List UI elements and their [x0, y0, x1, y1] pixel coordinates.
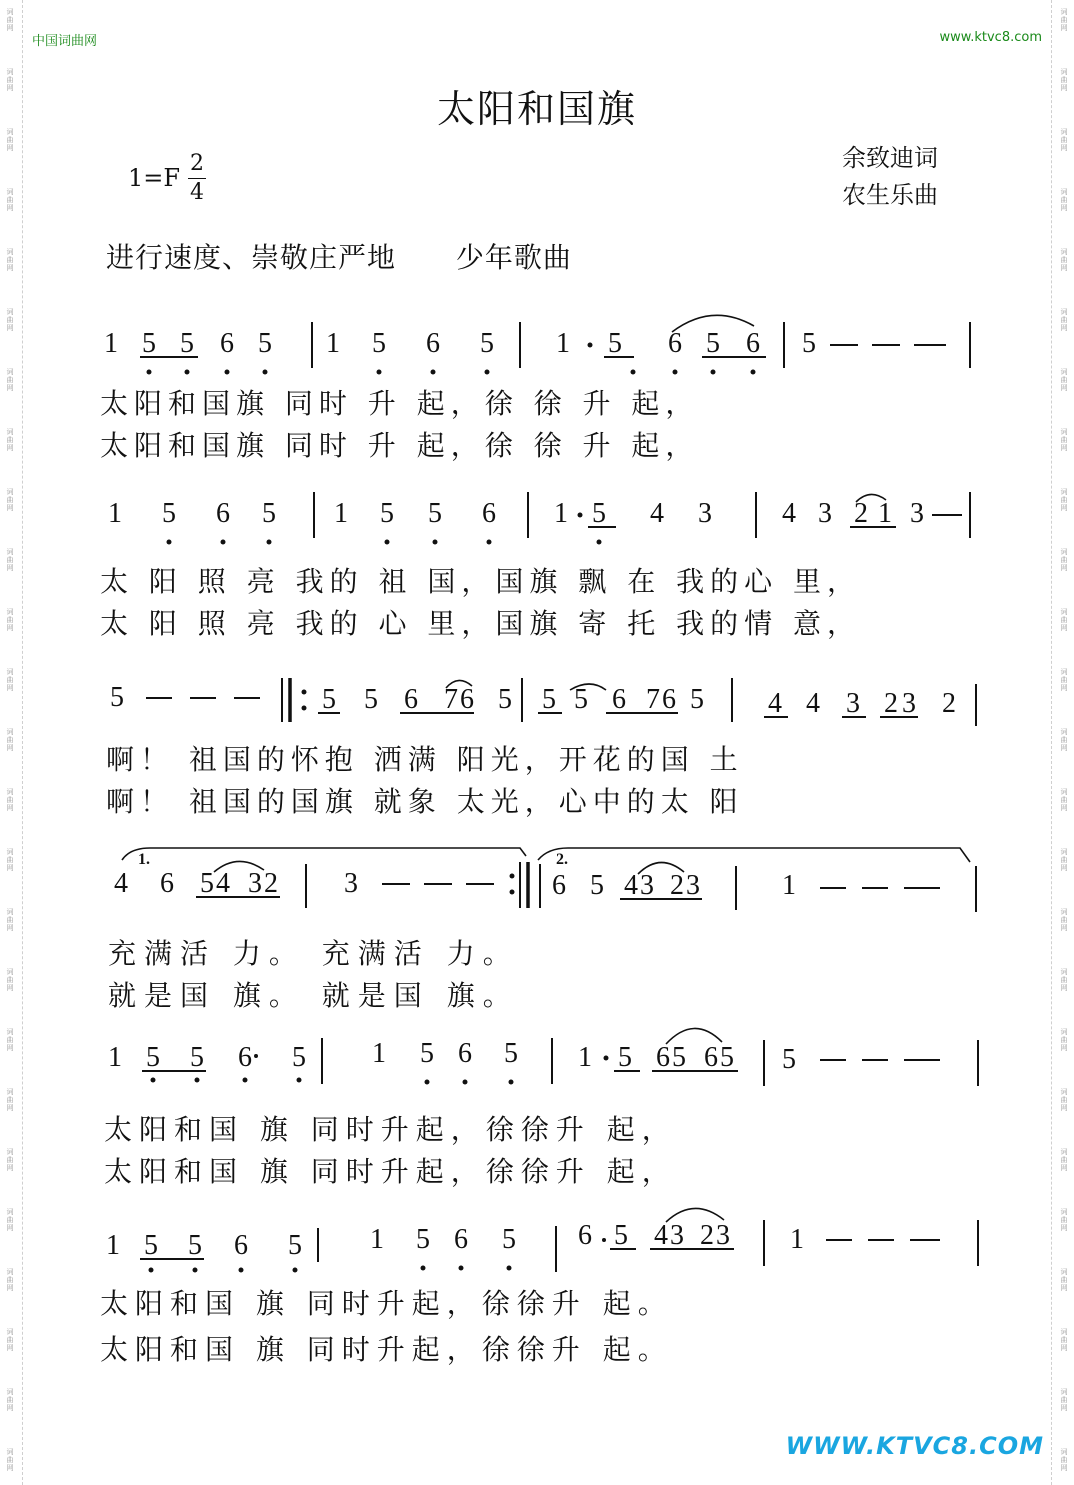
svg-text:4: 4: [806, 688, 820, 719]
svg-text:6: 6: [746, 328, 760, 359]
svg-text:5: 5: [618, 1042, 632, 1073]
svg-text:1: 1: [556, 328, 570, 359]
margin-mark: 词 曲 网: [6, 1088, 14, 1112]
lyric-line: 就是国 旗。 就是国 旗。: [108, 979, 519, 1012]
svg-text:1: 1: [334, 498, 348, 529]
margin-mark: 词 曲 网: [1060, 1268, 1068, 1292]
margin-mark: 词 曲 网: [1060, 848, 1068, 872]
svg-text:2: 2: [884, 688, 898, 719]
svg-text:5: 5: [364, 684, 378, 715]
svg-text:5: 5: [110, 682, 124, 713]
svg-text:5: 5: [420, 1038, 434, 1069]
svg-text:2: 2: [670, 870, 684, 901]
margin-mark: 词 曲 网: [1060, 788, 1068, 812]
svg-text:5: 5: [288, 1230, 302, 1261]
tempo-text: 进行速度、崇敬庄严地: [106, 241, 397, 274]
svg-text:6: 6: [454, 1224, 468, 1255]
svg-text:1: 1: [790, 1224, 804, 1255]
margin-mark: 词 曲 网: [1060, 1088, 1068, 1112]
lyric-line: 太阳和国旗 同时 升 起，徐 徐 升 起，: [100, 429, 700, 462]
svg-text:6: 6: [612, 684, 626, 715]
genre-text: 少年歌曲: [455, 241, 572, 274]
margin-mark: 词 曲 网: [6, 668, 14, 692]
system-2-notes: [108, 492, 970, 545]
svg-text:6: 6: [668, 328, 682, 359]
site-name-label: 中国词曲网: [32, 34, 98, 49]
margin-mark: 词 曲 网: [1060, 1388, 1068, 1412]
svg-text:6: 6: [160, 868, 174, 899]
site-watermark: WWW.KTVC8.COM: [785, 1432, 1044, 1460]
margin-mark: 词 曲 网: [6, 1448, 14, 1472]
margin-mark: 词 曲 网: [6, 848, 14, 872]
svg-text:1: 1: [108, 498, 122, 529]
margin-mark: 词 曲 网: [1060, 1328, 1068, 1352]
svg-text:3: 3: [910, 498, 924, 529]
margin-mark: 词 曲 网: [1060, 668, 1068, 692]
margin-mark: 词 曲 网: [1060, 128, 1068, 152]
svg-text:4: 4: [216, 868, 230, 899]
lyric-line: 太阳和国旗 同时 升 起，徐 徐 升 起，: [100, 387, 700, 420]
svg-text:2: 2: [700, 1220, 714, 1251]
svg-text:4: 4: [114, 868, 128, 899]
svg-text:6: 6: [238, 1042, 252, 1073]
lyric-line: 太阳和国 旗 同时升起，徐徐升 起。: [100, 1333, 673, 1366]
svg-text:3: 3: [248, 868, 262, 899]
svg-text:5: 5: [504, 1038, 518, 1069]
margin-mark: 词 曲 网: [6, 308, 14, 332]
lyric-line: 充满活 力。 充满活 力。: [108, 937, 519, 970]
lyric-line: 太阳和国 旗 同时升起，徐徐升 起，: [104, 1155, 677, 1188]
margin-mark: 词 曲 网: [1060, 188, 1068, 212]
margin-mark: 词 曲 网: [1060, 368, 1068, 392]
margin-mark: 词 曲 网: [6, 788, 14, 812]
svg-text:3: 3: [698, 498, 712, 529]
margin-mark: 词 曲 网: [1060, 1148, 1068, 1172]
svg-text:5: 5: [372, 328, 386, 359]
svg-text:1: 1: [878, 498, 892, 529]
svg-text:1: 1: [554, 498, 568, 529]
system-4-notes: [114, 848, 976, 912]
svg-text:5: 5: [190, 1042, 204, 1073]
margin-mark: 词 曲 网: [6, 368, 14, 392]
svg-text:5: 5: [542, 684, 556, 715]
margin-mark: 词 曲 网: [6, 1208, 14, 1232]
svg-text:1: 1: [104, 328, 118, 359]
svg-text:5: 5: [162, 498, 176, 529]
svg-text:5: 5: [292, 1042, 306, 1073]
svg-text:5: 5: [502, 1224, 516, 1255]
svg-text:3: 3: [670, 1220, 684, 1251]
svg-text:5: 5: [706, 328, 720, 359]
svg-text:3: 3: [846, 688, 860, 719]
svg-text:4: 4: [768, 688, 782, 719]
svg-text:5: 5: [322, 684, 336, 715]
svg-text:5: 5: [690, 684, 704, 715]
svg-text:5: 5: [498, 684, 512, 715]
svg-text:3: 3: [716, 1220, 730, 1251]
margin-mark: 词 曲 网: [6, 68, 14, 92]
key-signature: 1=F: [128, 164, 181, 192]
lyric-line: 太 阳 照 亮 我的 祖 国，国旗 飘 在 我的心 里，: [100, 565, 862, 598]
svg-text:6: 6: [216, 498, 230, 529]
svg-text:5: 5: [428, 498, 442, 529]
margin-mark: 词 曲 网: [1060, 608, 1068, 632]
lyric-line: 太 阳 照 亮 我的 心 里，国旗 寄 托 我的情 意，: [100, 607, 862, 640]
svg-text:5: 5: [672, 1042, 686, 1073]
svg-text:1: 1: [782, 870, 796, 901]
margin-mark: 词 曲 网: [1060, 968, 1068, 992]
svg-text:7: 7: [444, 684, 458, 715]
svg-text:5: 5: [802, 328, 816, 359]
svg-text:6: 6: [404, 684, 418, 715]
svg-text:4: 4: [654, 1220, 668, 1251]
svg-text:6: 6: [460, 684, 474, 715]
margin-mark: 词 曲 网: [6, 1388, 14, 1412]
svg-text:6: 6: [426, 328, 440, 359]
svg-text:6: 6: [458, 1038, 472, 1069]
margin-mark: 词 曲 网: [6, 1268, 14, 1292]
margin-mark: 词 曲 网: [1060, 248, 1068, 272]
svg-text:5: 5: [142, 328, 156, 359]
margin-mark: 词 曲 网: [1060, 68, 1068, 92]
svg-text:3: 3: [686, 870, 700, 901]
margin-mark: 词 曲 网: [6, 728, 14, 752]
svg-text:6: 6: [662, 684, 676, 715]
svg-text:5: 5: [180, 328, 194, 359]
site-url-label: www.ktvc8.com: [939, 30, 1042, 45]
margin-mark: 词 曲 网: [6, 488, 14, 512]
svg-text:5: 5: [590, 870, 604, 901]
svg-text:4: 4: [782, 498, 796, 529]
lyric-line: 太阳和国 旗 同时升起，徐徐升 起。: [100, 1287, 673, 1320]
margin-mark: 词 曲 网: [6, 608, 14, 632]
svg-text:1: 1: [326, 328, 340, 359]
margin-mark: 词 曲 网: [1060, 1448, 1068, 1472]
svg-text:5: 5: [188, 1230, 202, 1261]
svg-text:5: 5: [262, 498, 276, 529]
system-3-notes: [110, 678, 976, 726]
svg-text:6: 6: [552, 870, 566, 901]
svg-text:5: 5: [146, 1042, 160, 1073]
svg-text:2: 2: [942, 688, 956, 719]
lyric-line: 啊！ 祖国的国旗 就象 太光，心中的太 阳: [106, 785, 744, 818]
svg-text:5: 5: [592, 498, 606, 529]
svg-text:1: 1: [106, 1230, 120, 1261]
lyricist-credit: 余致迪词: [842, 144, 938, 172]
svg-text:2: 2: [264, 868, 278, 899]
margin-mark: 词 曲 网: [6, 428, 14, 452]
svg-text:6: 6: [656, 1042, 670, 1073]
lyric-line: 太阳和国 旗 同时升起，徐徐升 起，: [104, 1113, 677, 1146]
margin-mark: 词 曲 网: [6, 548, 14, 572]
svg-text:5: 5: [720, 1042, 734, 1073]
svg-text:1: 1: [372, 1038, 386, 1069]
system-6-notes: [106, 1208, 978, 1272]
svg-text:6: 6: [704, 1042, 718, 1073]
svg-text:5: 5: [258, 328, 272, 359]
margin-mark: 词 曲 网: [1060, 428, 1068, 452]
svg-text:3: 3: [818, 498, 832, 529]
svg-text:5: 5: [480, 328, 494, 359]
svg-text:6: 6: [578, 1220, 592, 1251]
margin-mark: 词 曲 网: [6, 128, 14, 152]
svg-text:6: 6: [220, 328, 234, 359]
svg-text:3: 3: [902, 688, 916, 719]
margin-mark: 词 曲 网: [6, 908, 14, 932]
svg-text:6: 6: [234, 1230, 248, 1261]
svg-text:7: 7: [646, 684, 660, 715]
svg-text:5: 5: [380, 498, 394, 529]
margin-mark: 词 曲 网: [1060, 1208, 1068, 1232]
song-title: 太阳和国旗: [436, 87, 637, 131]
svg-text:3: 3: [640, 870, 654, 901]
svg-text:3: 3: [344, 868, 358, 899]
svg-text:5: 5: [614, 1220, 628, 1251]
margin-mark: 词 曲 网: [1060, 488, 1068, 512]
svg-text:2: 2: [854, 498, 868, 529]
svg-text:5: 5: [144, 1230, 158, 1261]
svg-text:1.: 1.: [138, 851, 150, 868]
margin-mark: 词 曲 网: [6, 8, 14, 32]
time-sig-bottom: 4: [190, 180, 204, 205]
margin-mark: 词 曲 网: [6, 188, 14, 212]
margin-mark: 词 曲 网: [6, 248, 14, 272]
svg-text:1: 1: [108, 1042, 122, 1073]
svg-text:5: 5: [782, 1044, 796, 1075]
system-1-notes: [104, 315, 970, 374]
margin-mark: 词 曲 网: [6, 968, 14, 992]
svg-text:5: 5: [200, 868, 214, 899]
svg-text:5: 5: [416, 1224, 430, 1255]
margin-mark: 词 曲 网: [1060, 308, 1068, 332]
svg-text:6: 6: [482, 498, 496, 529]
svg-text:4: 4: [650, 498, 664, 529]
svg-text:4: 4: [624, 870, 638, 901]
lyric-line: 啊！ 祖国的怀抱 洒满 阳光，开花的国 土: [106, 743, 744, 776]
margin-mark: 词 曲 网: [1060, 8, 1068, 32]
margin-mark: 词 曲 网: [1060, 728, 1068, 752]
svg-text:1: 1: [370, 1224, 384, 1255]
composer-credit: 农生乐曲: [842, 181, 938, 209]
margin-mark: 词 曲 网: [6, 1028, 14, 1052]
svg-text:1: 1: [578, 1042, 592, 1073]
svg-text:5: 5: [574, 684, 588, 715]
margin-mark: 词 曲 网: [1060, 1028, 1068, 1052]
margin-mark: 词 曲 网: [6, 1148, 14, 1172]
margin-mark: 词 曲 网: [1060, 908, 1068, 932]
svg-text:2.: 2.: [556, 851, 568, 868]
margin-mark: 词 曲 网: [1060, 548, 1068, 572]
time-sig-top: 2: [188, 150, 206, 179]
margin-mark: 词 曲 网: [6, 1328, 14, 1352]
system-5-notes: [108, 1028, 978, 1086]
svg-text:5: 5: [608, 328, 622, 359]
